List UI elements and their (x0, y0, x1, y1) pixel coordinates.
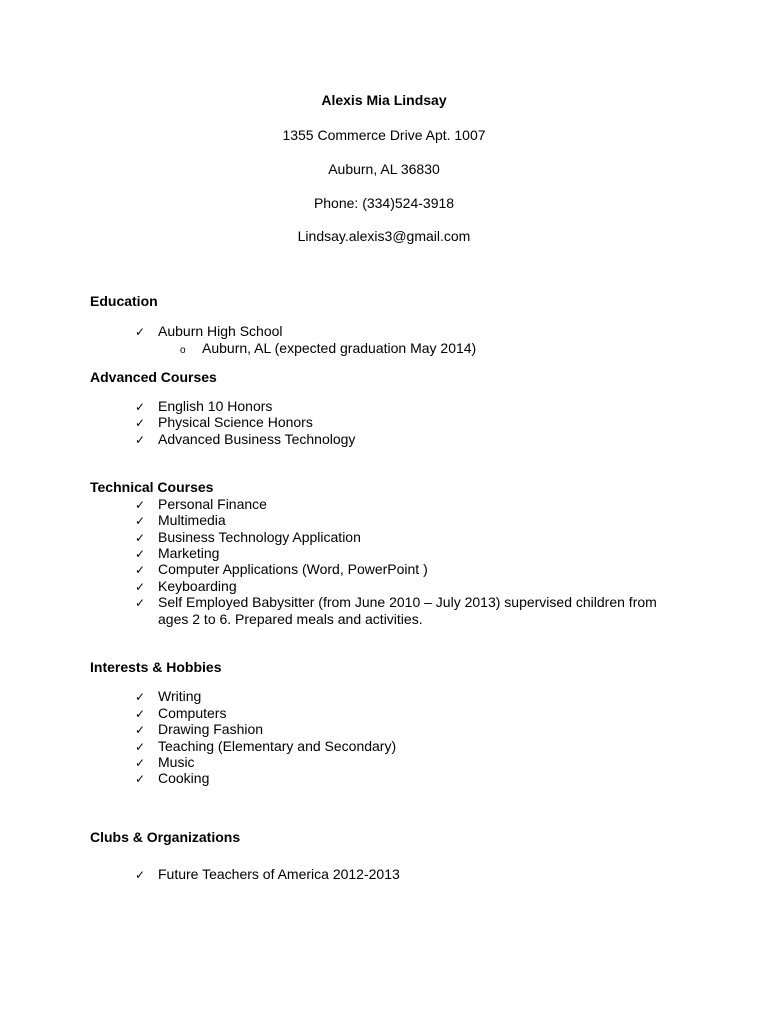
checkmark-icon: ✓ (135, 580, 146, 594)
course-item: Advanced Business Technology (158, 431, 356, 447)
email-address: Lindsay.alexis3@gmail.com (297, 228, 471, 244)
list-item (135, 512, 226, 529)
list-subitem (180, 340, 476, 359)
interest-item: Drawing Fashion (158, 721, 264, 737)
list-item (135, 721, 263, 738)
course-item: Computer Applications (Word, PowerPoint ) (158, 561, 428, 577)
checkmark-icon: ✓ (135, 690, 146, 704)
list-item (135, 398, 272, 415)
checkmark-icon: ✓ (135, 723, 146, 737)
checkmark-icon: ✓ (135, 596, 146, 610)
checkmark-icon: ✓ (135, 325, 146, 339)
list-item (135, 529, 361, 546)
checkmark-icon: ✓ (135, 868, 146, 882)
checkmark-icon: ✓ (135, 433, 146, 447)
interest-item: Teaching (Elementary and Secondary) (158, 738, 397, 754)
interest-item: Cooking (158, 770, 210, 786)
section-title-clubs: Clubs & Organizations (90, 829, 241, 845)
school-name: Auburn High School (158, 323, 283, 339)
list-item (135, 594, 658, 628)
list-item (135, 770, 209, 787)
list-item (135, 738, 396, 755)
list-item (135, 578, 237, 595)
checkmark-icon: ✓ (135, 547, 146, 561)
course-item: Physical Science Honors (158, 414, 313, 430)
course-item: Keyboarding (158, 578, 237, 594)
list-item (135, 866, 400, 883)
interest-item: Writing (158, 688, 202, 704)
phone-number: Phone: (334)524-3918 (313, 195, 455, 211)
course-item: Multimedia (158, 512, 226, 528)
list-item (135, 754, 195, 771)
section-title-technical-courses: Technical Courses (90, 479, 214, 495)
checkmark-icon: ✓ (135, 416, 146, 430)
checkmark-icon: ✓ (135, 772, 146, 786)
list-item (135, 431, 355, 448)
course-item: Business Technology Application (158, 529, 361, 545)
circle-bullet-icon: o (180, 345, 186, 356)
list-item (135, 414, 313, 431)
checkmark-icon: ✓ (135, 563, 146, 577)
list-item (135, 561, 428, 578)
section-title-interests: Interests & Hobbies (90, 659, 222, 675)
list-item (135, 323, 283, 340)
checkmark-icon: ✓ (135, 531, 146, 545)
checkmark-icon: ✓ (135, 400, 146, 414)
address-line-1: 1355 Commerce Drive Apt. 1007 (282, 127, 486, 143)
course-item: English 10 Honors (158, 398, 273, 414)
club-item: Future Teachers of America 2012-2013 (158, 866, 400, 882)
list-item (135, 496, 267, 513)
checkmark-icon: ✓ (135, 707, 146, 721)
list-item (135, 545, 219, 562)
applicant-name: Alexis Mia Lindsay (321, 92, 447, 108)
course-item: Personal Finance (158, 496, 267, 512)
section-title-education: Education (90, 293, 158, 309)
course-item: Self Employed Babysitter (from June 2010 – July 2013) supervised children from ages 2 to 6. Prepared meals and activities. (158, 594, 657, 627)
interest-item: Computers (158, 705, 227, 721)
section-title-advanced-courses: Advanced Courses (90, 369, 217, 385)
list-item (135, 705, 226, 722)
course-item: Marketing (158, 545, 220, 561)
address-line-2: Auburn, AL 36830 (328, 161, 440, 177)
checkmark-icon: ✓ (135, 756, 146, 770)
school-detail: Auburn, AL (expected graduation May 2014) (202, 340, 477, 356)
list-item (135, 688, 201, 705)
checkmark-icon: ✓ (135, 514, 146, 528)
checkmark-icon: ✓ (135, 740, 146, 754)
interest-item: Music (158, 754, 195, 770)
checkmark-icon: ✓ (135, 498, 146, 512)
